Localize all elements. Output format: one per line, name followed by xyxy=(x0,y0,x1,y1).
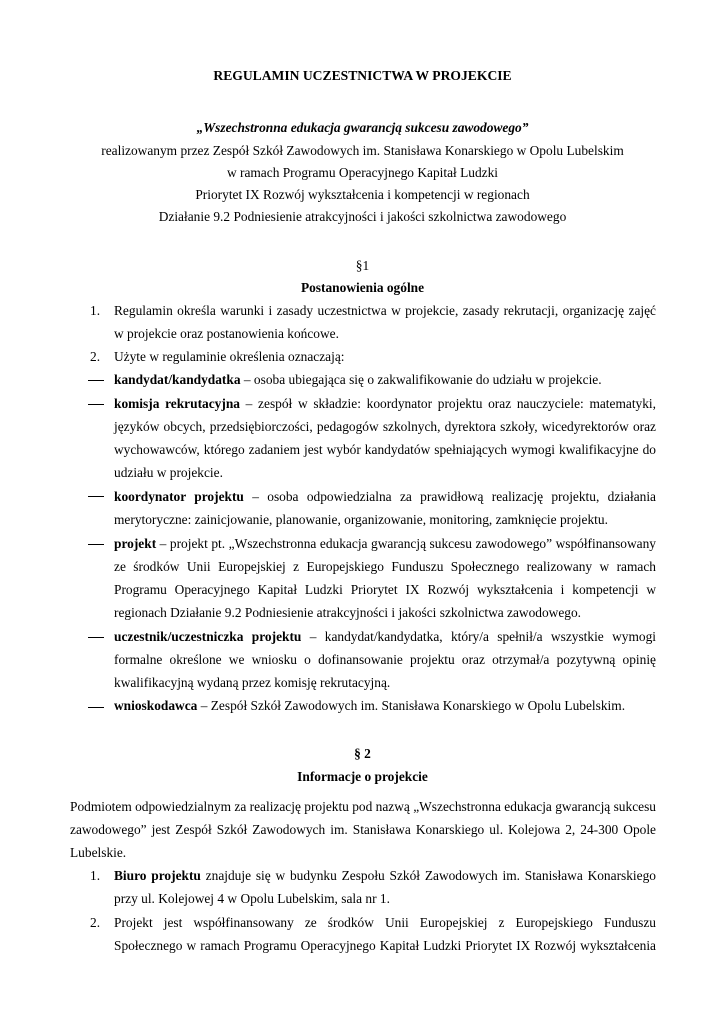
definition-line: uczestnik/uczestniczka projektu – kandydat/kandydatka, który/a spełnił/a wszystkie wymogi xyxy=(114,629,656,644)
dash-bullet xyxy=(88,707,104,708)
definition-line: projekt – projekt pt. „Wszechstronna edukacja gwarancją sukcesu zawodowego” współfinansowany xyxy=(114,536,656,551)
definition-term: koordynator projektu xyxy=(114,489,244,504)
dash-bullet xyxy=(88,544,104,545)
header-line: realizowanym przez Zespół Szkół Zawodowych im. Stanisława Konarskiego w Opolu Lubelskim xyxy=(101,143,624,158)
definition-line: ze środków Unii Europejskiej z Europejskiego Funduszu Społecznego realizowany w ramach xyxy=(114,559,656,574)
definition-term: komisja rekrutacyjna xyxy=(114,396,240,411)
paragraph-line: Projekt jest współfinansowany ze środków Unii Europejskiej z Europejskiego Funduszu xyxy=(114,915,656,930)
paragraph-line: Społecznego w ramach Programu Operacyjnego Kapitał Ludzki Priorytet IX Rozwój wykształcenia xyxy=(114,938,656,953)
paragraph-line: Podmiotem odpowiedzialnym za realizację projektu pod nazwą „Wszechstronna edukacja gwarancją sukcesu xyxy=(70,799,656,814)
definition-term: wnioskodawca xyxy=(114,698,198,713)
section-heading: Postanowienia ogólne xyxy=(300,280,425,295)
definition-line: wychowawców, którego zadaniem jest wybór kandydatów spełniających wymogi kwalifikacyjne do xyxy=(114,442,656,457)
definition-line: kwalifikacyjną wydaną przez komisję rekrutacyjną. xyxy=(114,675,391,690)
dash-bullet xyxy=(88,380,104,381)
list-number: 2. xyxy=(90,915,101,930)
definition-term: projekt xyxy=(114,536,157,551)
definition-line: koordynator projektu – osoba odpowiedzialna za prawidłową realizację projektu, działania xyxy=(114,489,656,504)
paragraph-line: w projekcie oraz postanowienia końcowe. xyxy=(114,326,339,341)
paragraph-line: Użyte w regulaminie określenia oznaczają: xyxy=(114,349,345,364)
paragraph-line: Biuro projektu znajduje się w budynku Zespołu Szkół Zawodowych im. Stanisława Konarskiego xyxy=(114,868,656,883)
definition-line: kandydat/kandydatka – osoba ubiegająca się o zakwalifikowanie do udziału w projekcie. xyxy=(114,372,602,387)
section-symbol: §1 xyxy=(355,258,370,273)
list-number: 1. xyxy=(90,868,101,883)
header-line: w ramach Programu Operacyjnego Kapitał Ludzki xyxy=(226,165,499,180)
dash-bullet xyxy=(88,637,104,638)
section-heading: Informacje o projekcie xyxy=(297,769,428,784)
paragraph-line: zawodowego” jest Zespół Szkół Zawodowych im. Stanisława Konarskiego ul. Kolejowa 2, 24-300 Opole xyxy=(70,822,656,837)
definition-line: udziału w projekcie. xyxy=(114,465,223,480)
dash-bullet xyxy=(88,496,104,497)
header-line: Działanie 9.2 Podniesienie atrakcyjności i jakości szkolnictwa zawodowego xyxy=(158,209,567,224)
paragraph-line: Regulamin określa warunki i zasady uczestnictwa w projekcie, zasady rekrutacji, organizację zajęć xyxy=(114,303,656,318)
list-number: 1. xyxy=(90,303,101,318)
paragraph-line: Lubelskie. xyxy=(70,845,127,860)
dash-bullet xyxy=(88,404,104,405)
definition-line: regionach Działanie 9.2 Podniesienie atrakcyjności i jakości szkolnictwa zawodowego. xyxy=(114,605,582,620)
header-line: Priorytet IX Rozwój wykształcenia i kompetencji w regionach xyxy=(195,187,530,202)
paragraph-line: przy ul. Kolejowej 4 w Opolu Lubelskim, sala nr 1. xyxy=(114,891,390,906)
definition-line: merytoryczne: zainicjowanie, planowanie, organizowanie, monitoring, zamknięcie projektu. xyxy=(114,512,608,527)
definition-line: języków obcych, przedsiębiorczości, pedagogów szkolnych, dyrektora szkoły, wicedyrektorów oraz xyxy=(114,419,656,434)
definition-line: formalne określone we wniosku o dofinansowanie projektu oraz otrzymał/a pozytywną opinię xyxy=(114,652,656,667)
section-symbol: § 2 xyxy=(354,746,371,761)
item-term: Biuro projektu xyxy=(114,868,201,883)
document-title: REGULAMIN UCZESTNICTWA W PROJEKCIE xyxy=(213,68,512,83)
project-name: „Wszechstronna edukacja gwarancją sukcesu zawodowego” xyxy=(196,120,529,135)
definition-line: wnioskodawca – Zespół Szkół Zawodowych im. Stanisława Konarskiego w Opolu Lubelskim. xyxy=(114,698,626,713)
definition-term: uczestnik/uczestniczka projektu xyxy=(114,629,302,644)
definition-line: komisja rekrutacyjna – zespół w składzie: koordynator projektu oraz nauczyciele: matematyki, xyxy=(114,396,656,411)
definition-line: Programu Operacyjnego Kapitał Ludzki Priorytet IX Rozwój wykształcenia i kompetencji w xyxy=(114,582,656,597)
definition-term: kandydat/kandydatka xyxy=(114,372,241,387)
list-number: 2. xyxy=(90,349,101,364)
